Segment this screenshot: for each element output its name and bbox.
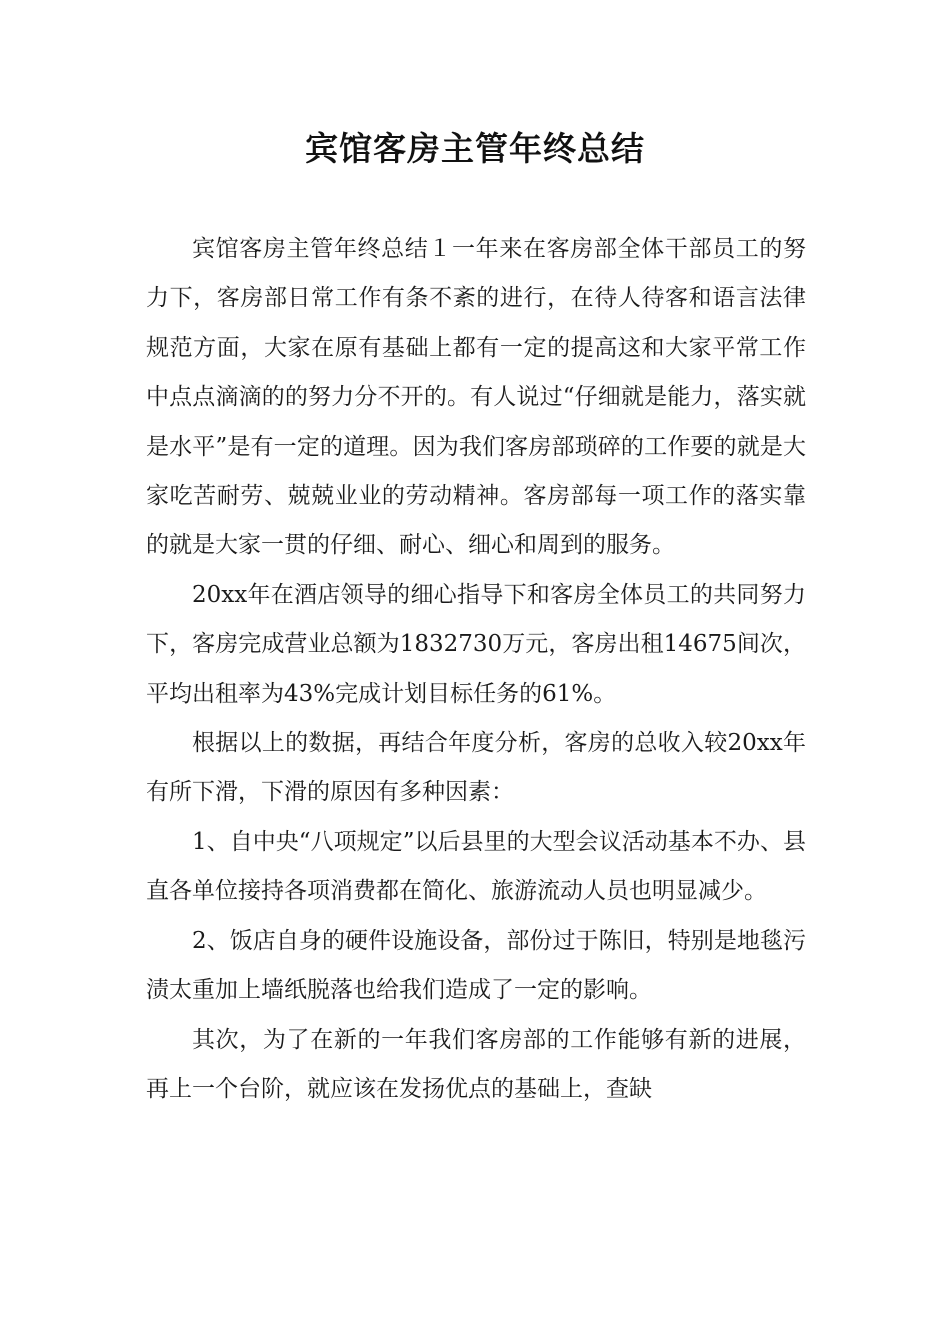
paragraph-reason-1: 1、自中央“八项规定”以后县里的大型会议活动基本不办、县直各单位接持各项消费都在简化、旅游流动人员也明显减少。 xyxy=(146,828,806,905)
paragraph-reason-2: 2、饭店自身的硬件设施设备，部份过于陈旧，特别是地毯污渍太重加上墙纸脱落也给我们造成了一定的影响。 xyxy=(146,927,806,1004)
document-title: 宾馆客房主管年终总结 xyxy=(305,129,645,168)
paragraph-next-steps: 其次，为了在新的一年我们客房部的工作能够有新的进展，再上一个台阶，就应该在发扬优点的基础上，查缺 xyxy=(146,1026,806,1102)
paragraph-analysis: 根据以上的数据，再结合年度分析，客房的总收入较20xx年有所下滑，下滑的原因有多种因素： xyxy=(146,730,806,806)
document-body xyxy=(146,225,806,1114)
paragraph-revenue: 20xx年在酒店领导的细心指导下和客房全体员工的共同努力下，客房完成营业总额为1832730万元，客房出租14675间次，平均出租率为43%完成计划目标任务的61%。 xyxy=(146,581,806,707)
paragraph-intro: 宾馆客房主管年终总结１一年来在客房部全体干部员工的努力下，客房部日常工作有条不紊的进行，在待人待客和语言法律规范方面，大家在原有基础上都有一定的提高这和大家平常工作中点点滴滴的的努力分不开的。有人说过“仔细就是能力，落实就是水平”是有一定的道理。因为我们客房部琐碎的工作要的就是大家吃苦耐劳、兢兢业业的劳动精神。客房部每一项工作的落实靠的就是大家一贯的仔细、耐心、细心和周到的服务。 xyxy=(146,236,806,559)
